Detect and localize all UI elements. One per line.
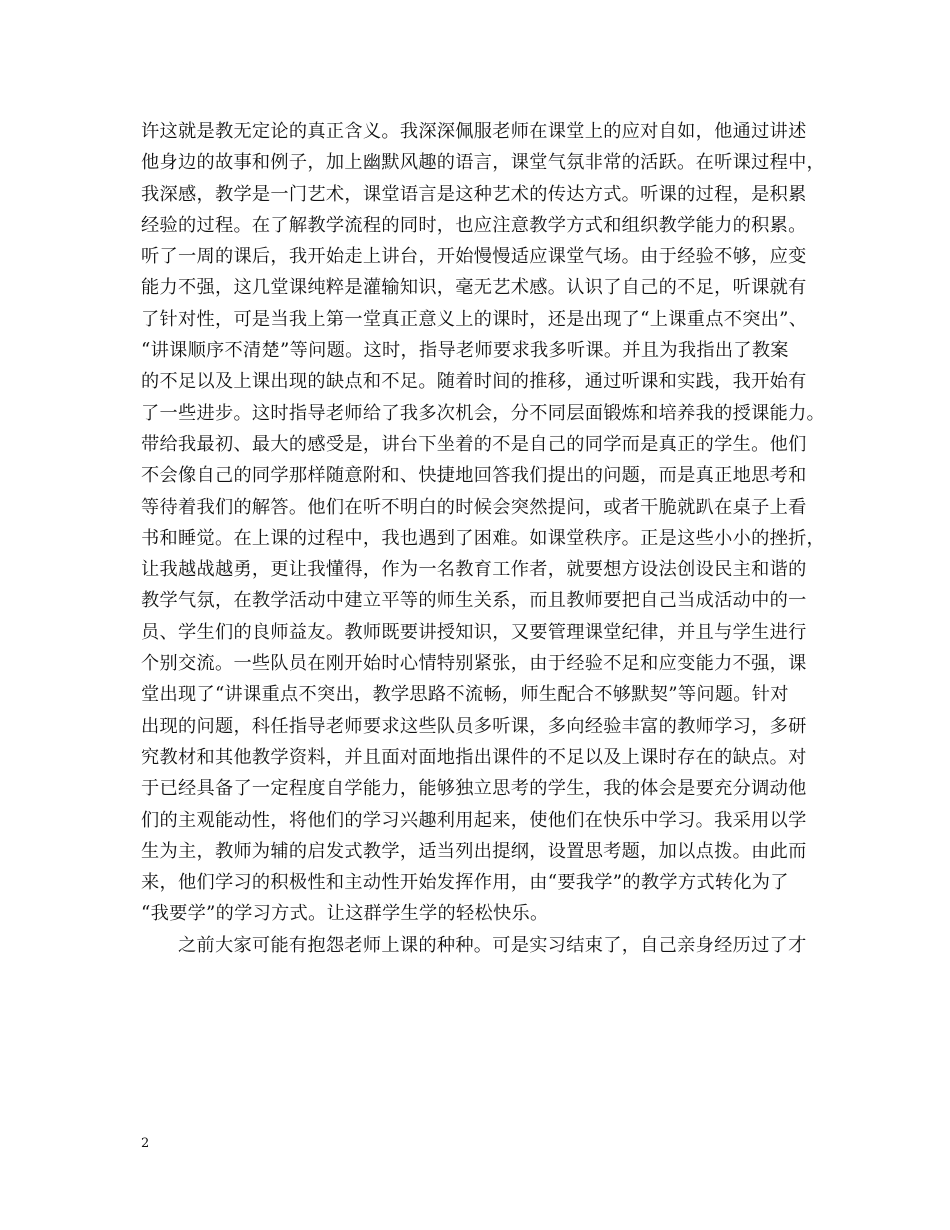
text-line: 经验的过程。在了解教学流程的同时，也应注意教学方式和组织教学能力的积累。 (141, 214, 807, 236)
text-line: 书和睡觉。在上课的过程中，我也遇到了困难。如课堂秩序。正是这些小小的挫折， (141, 527, 826, 549)
paragraph-first-line: 之前大家可能有抱怨老师上课的种种。可是实习结束了，自己亲身经历过了才 (178, 934, 807, 956)
text-line: “讲课顺序不清楚”等问题。这时，指导老师要求我多听课。并且为我指出了教案 (141, 340, 789, 362)
text-line: 员、学生们的良师益友。教师既要讲授知识，又要管理课堂纪律，并且与学生进行 (141, 621, 807, 643)
text-line: 的不足以及上课出现的缺点和不足。随着时间的推移，通过听课和实践，我开始有 (141, 371, 807, 393)
text-line: 了针对性，可是当我上第一堂真正意义上的课时，还是出现了“上课重点不突出”、 (141, 308, 808, 330)
text-line: 带给我最初、最大的感受是，讲台下坐着的不是自己的同学而是真正的学生。他们 (141, 433, 807, 455)
text-line: 于已经具备了一定程度自学能力，能够独立思考的学生，我的体会是要充分调动他 (141, 778, 807, 800)
text-line: 了一些进步。这时指导老师给了我多次机会，分不同层面锻炼和培养我的授课能力。 (141, 402, 826, 424)
text-line: 究教材和其他教学资料，并且面对面地指出课件的不足以及上课时存在的缺点。对 (141, 746, 807, 768)
text-line: 出现的问题，科任指导老师要求这些队员多听课，多向经验丰富的教师学习，多研 (141, 715, 807, 737)
text-line: 教学气氛，在教学活动中建立平等的师生关系，而且教师要把自己当成活动中的一 (141, 590, 807, 612)
text-line: 不会像自己的同学那样随意附和、快捷地回答我们提出的问题，而是真正地思考和 (141, 465, 807, 487)
text-line: 能力不强，这几堂课纯粹是灌输知识，毫无艺术感。认识了自己的不足，听课就有 (141, 277, 807, 299)
text-line: 许这就是教无定论的真正含义。我深深佩服老师在课堂上的应对自如，他通过讲述 (141, 121, 807, 142)
text-line: 们的主观能动性，将他们的学习兴趣利用起来，使他们在快乐中学习。我采用以学 (141, 809, 807, 831)
text-line: 我深感，教学是一门艺术，课堂语言是这种艺术的传达方式。听课的过程，是积累 (141, 183, 807, 205)
text-line: 生为主，教师为辅的启发式教学，适当列出提纲，设置思考题，加以点拨。由此而 (141, 840, 807, 862)
page-number: 2 (141, 1136, 150, 1151)
text-line: 听了一周的课后，我开始走上讲台，开始慢慢适应课堂气场。由于经验不够，应变 (141, 246, 807, 268)
text-line: 来，他们学习的积极性和主动性开始发挥作用，由“要我学”的教学方式转化为了 (141, 872, 789, 894)
text-line: “我要学”的学习方式。让这群学生学的轻松快乐。 (141, 903, 549, 925)
text-line: 堂出现了“讲课重点不突出，教学思路不流畅，师生配合不够默契”等问题。针对 (141, 684, 789, 706)
text-line: 个别交流。一些队员在刚开始时心情特别紧张，由于经验不足和应变能力不强，课 (141, 653, 807, 675)
text-line: 让我越战越勇，更让我懂得，作为一名教育工作者，就要想方设法创设民主和谐的 (141, 559, 807, 581)
body-text (141, 116, 826, 961)
text-line: 他身边的故事和例子，加上幽默风趣的语言，课堂气氛非常的活跃。在听课过程中， (141, 152, 826, 174)
text-line: 等待着我们的解答。他们在听不明白的时候会突然提问，或者干脆就趴在桌子上看 (141, 496, 807, 518)
